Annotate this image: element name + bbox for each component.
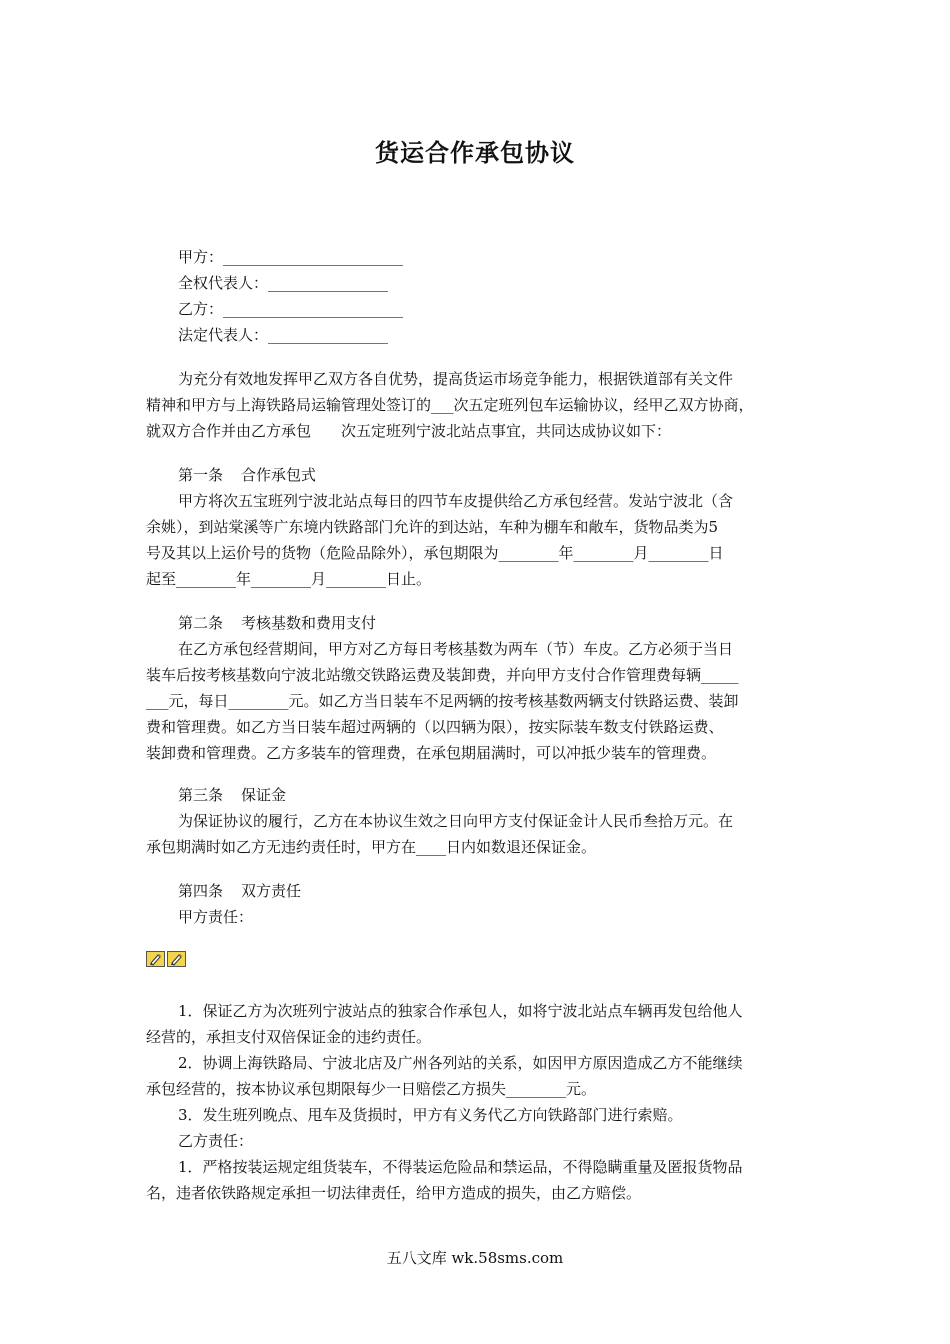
article3-body (146, 808, 816, 860)
article1-line: 甲方将次五宝班列宁波北站点每日的四节车皮提供给乙方承包经营。发站宁波北（含 (178, 492, 734, 510)
article4-heading (178, 878, 301, 904)
pencil-icon[interactable] (167, 951, 186, 967)
article1-line: 余姚），到站棠溪等广东境内铁路部门允许的到达站，车种为棚车和敞车，货物品类为5 (146, 518, 719, 536)
party-a-duty-line: 1．保证乙方为次班列宁波站点的独家合作承包人，如将宁波北站点车辆再发包给他人 (178, 1002, 743, 1020)
party-b-line: 乙方：________________________ (178, 300, 404, 318)
article2-body (146, 636, 816, 766)
article2-line: ___元，每日________元。如乙方当日装车不足两辆的按考核基数两辆支付铁路运费、装卸 (146, 692, 739, 710)
article1-body (146, 488, 816, 592)
article2-line: 费和管理费。如乙方当日装车超过两辆的（以四辆为限），按实际装车数支付铁路运费、 (146, 718, 724, 736)
party-b-duty-line: 1．严格按装运规定组货装车，不得装运危险品和禁运品，不得隐瞒重量及匿报货物品 (178, 1158, 743, 1176)
article-title: 双方责任 (241, 882, 302, 900)
article-number: 第一条 (178, 466, 224, 484)
party-b-duty-line: 名，违者依铁路规定承担一切法律责任，给甲方造成的损失，由乙方赔偿。 (146, 1184, 642, 1202)
article-number: 第三条 (178, 786, 224, 804)
party-a-representative-line: 全权代表人：________________ (178, 274, 389, 292)
article3-line: 为保证协议的履行，乙方在本协议生效之日向甲方支付保证金计人民币叁拾万元。在 (178, 812, 734, 830)
document-title: 货运合作承包协议 (375, 138, 575, 167)
article-number: 第二条 (178, 614, 224, 632)
intro-paragraph (146, 366, 816, 444)
article-title: 合作承包式 (241, 466, 317, 484)
intro-line: 为充分有效地发挥甲乙双方各自优势，提高货运市场竞争能力，根据铁道部有关文件 (178, 370, 734, 388)
article-number: 第四条 (178, 882, 224, 900)
article2-line: 装车后按考核基数向宁波北站缴交铁路运费及装卸费，并向甲方支付合作管理费每辆_____ (146, 666, 739, 684)
article-title: 考核基数和费用支付 (241, 614, 377, 632)
article3-heading (178, 782, 286, 808)
party-a-duty-line: 2．协调上海铁路局、宁波北店及广州各列站的关系，如因甲方原因造成乙方不能继续 (178, 1054, 743, 1072)
pencil-icon[interactable] (146, 951, 165, 967)
article1-line: 号及其以上运价号的货物（危险品除外），承包期限为________年________月________日 (146, 544, 724, 562)
article3-line: 承包期满时如乙方无违约责任时，甲方在____日内如数退还保证金。 (146, 838, 597, 856)
article1-heading (178, 462, 316, 488)
party-a-line: 甲方：________________________ (178, 248, 404, 266)
party-a-duties-label: 甲方责任： (178, 908, 254, 926)
party-a-duty-line: 经营的，承担支付双倍保证金的违约责任。 (146, 1028, 432, 1046)
party-a-duties (146, 998, 816, 1206)
party-a-duty-line: 3．发生班列晚点、甩车及货损时，甲方有义务代乙方向铁路部门进行索赔。 (178, 1106, 683, 1124)
article1-line: 起至________年________月________日止。 (146, 570, 432, 588)
party-b-duties-label: 乙方责任： (178, 1132, 254, 1150)
party-a-duty-line: 承包经营的，按本协议承包期限每少一日赔偿乙方损失________元。 (146, 1080, 597, 1098)
article-title: 保证金 (241, 786, 287, 804)
article2-heading (178, 610, 376, 636)
article2-line: 装卸费和管理费。乙方多装车的管理费，在承包期届满时，可以冲抵少装车的管理费。 (146, 744, 717, 762)
article2-line: 在乙方承包经营期间，甲方对乙方每日考核基数为两车（节）车皮。乙方必须于当日 (178, 640, 734, 658)
embedded-object-icons (146, 951, 186, 969)
intro-line: 精神和甲方与上海铁路局运输管理处签订的___次五定班列包车运输协议，经甲乙双方协商， (146, 396, 754, 414)
footer-watermark: 五八文库 wk.58sms.com (386, 1249, 564, 1267)
intro-line: 就双方合作并由乙方承包 次五定班列宁波北站点事宜，共同达成协议如下： (146, 422, 672, 440)
party-b-representative-line: 法定代表人：________________ (178, 326, 389, 344)
party-info (178, 244, 403, 348)
